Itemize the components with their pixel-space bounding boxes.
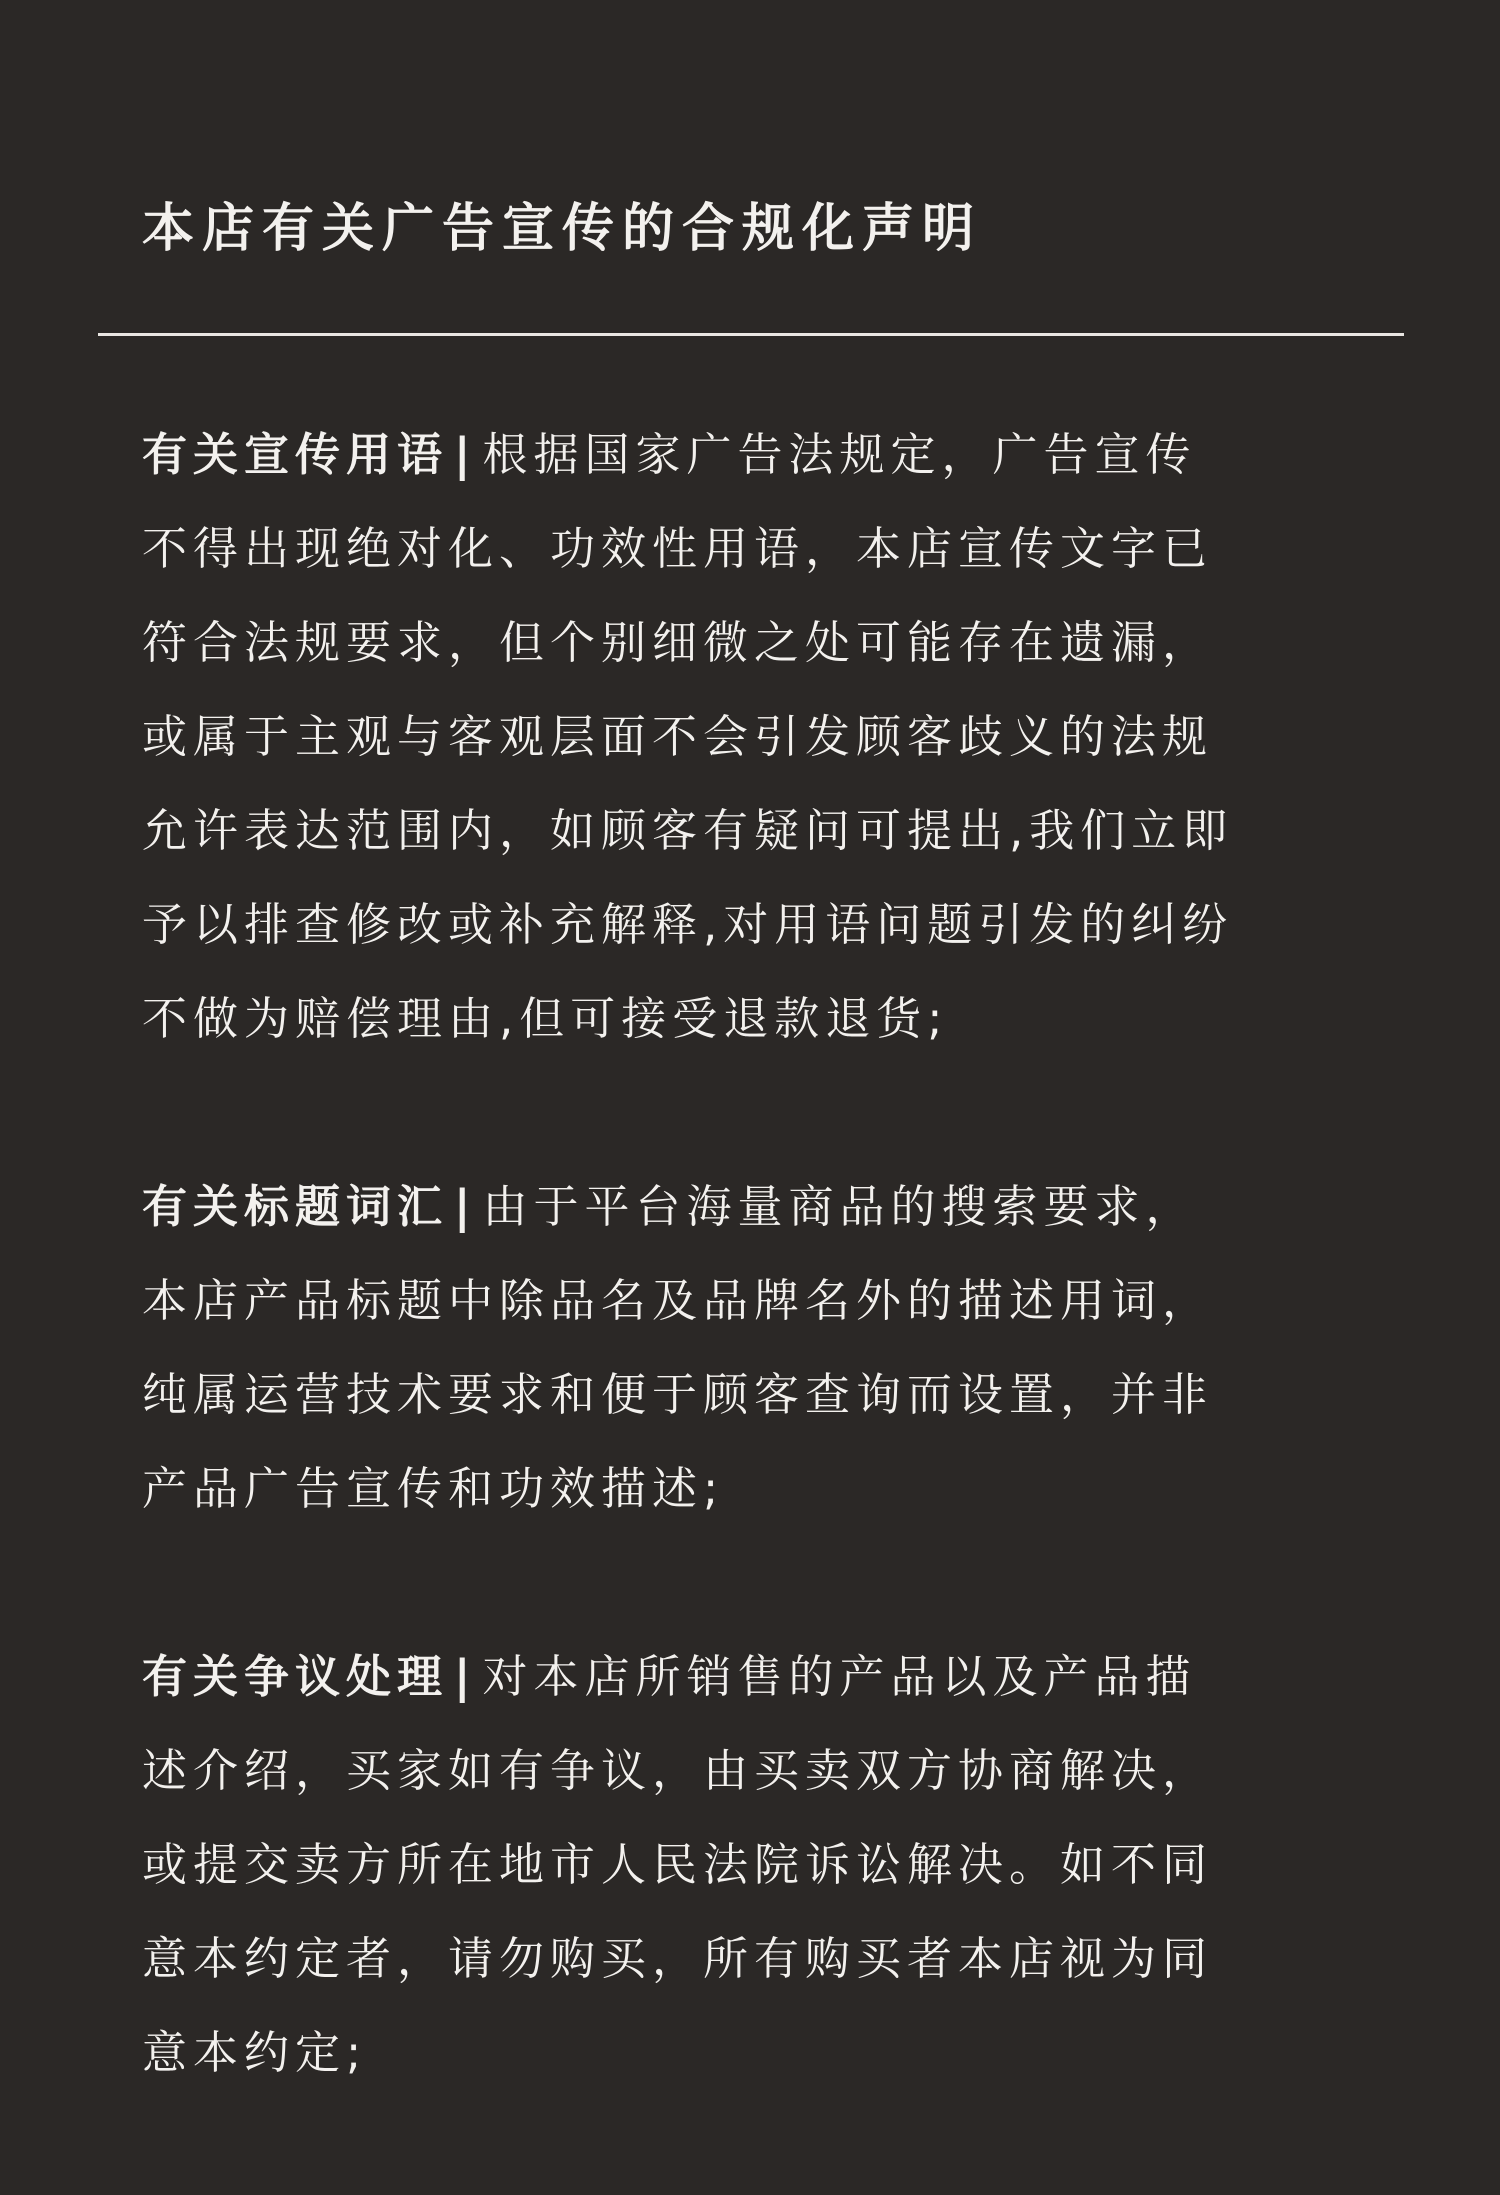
section-text: 对本店所销售的产品以及产品描 (482, 1650, 1197, 1703)
section-line: 产品广告宣传和功效描述; (142, 1462, 725, 1515)
section-line: 不做为赔偿理由,但可接受退款退货; (142, 992, 949, 1045)
section-first-line (142, 1630, 1382, 1724)
section-line: 意本约定者，请勿购买，所有购买者本店视为同 (142, 1932, 1214, 1985)
section-line: 符合法规要求，但个别细微之处可能存在遗漏， (142, 616, 1214, 669)
section-line: 意本约定; (142, 2026, 368, 2079)
section-line: 或提交卖方所在地市人民法院诉讼解决。如不同 (142, 1838, 1214, 1891)
section-heading: 有关标题词汇 (142, 1180, 449, 1233)
section-separator: | (454, 428, 477, 481)
section-separator: | (454, 1650, 477, 1703)
section-line: 允许表达范围内，如顾客有疑问可提出,我们立即 (142, 804, 1234, 857)
section-text: 由于平台海量商品的搜索要求， (482, 1180, 1197, 1233)
section-first-line (142, 408, 1382, 502)
section-title-terms (142, 1160, 1382, 1536)
section-line: 或属于主观与客观层面不会引发顾客歧义的法规 (142, 710, 1214, 763)
section-dispute-handling (142, 1630, 1382, 2100)
section-text: 根据国家广告法规定，广告宣传 (482, 428, 1197, 481)
section-line: 述介绍，买家如有争议，由买卖双方协商解决， (142, 1744, 1214, 1797)
section-first-line (142, 1160, 1382, 1254)
page-title: 本店有关广告宣传的合规化声明 (142, 199, 983, 259)
section-line: 予以排查修改或补充解释,对用语问题引发的纠纷 (142, 898, 1234, 951)
title-divider (98, 333, 1404, 336)
section-line: 纯属运营技术要求和便于顾客查询而设置，并非 (142, 1368, 1214, 1421)
section-heading: 有关宣传用语 (142, 428, 449, 481)
section-line: 本店产品标题中除品名及品牌名外的描述用词， (142, 1274, 1214, 1327)
section-line: 不得出现绝对化、功效性用语，本店宣传文字已 (142, 522, 1214, 575)
section-separator: | (454, 1180, 477, 1233)
section-advertising-terms (142, 408, 1382, 1066)
section-heading: 有关争议处理 (142, 1650, 449, 1703)
